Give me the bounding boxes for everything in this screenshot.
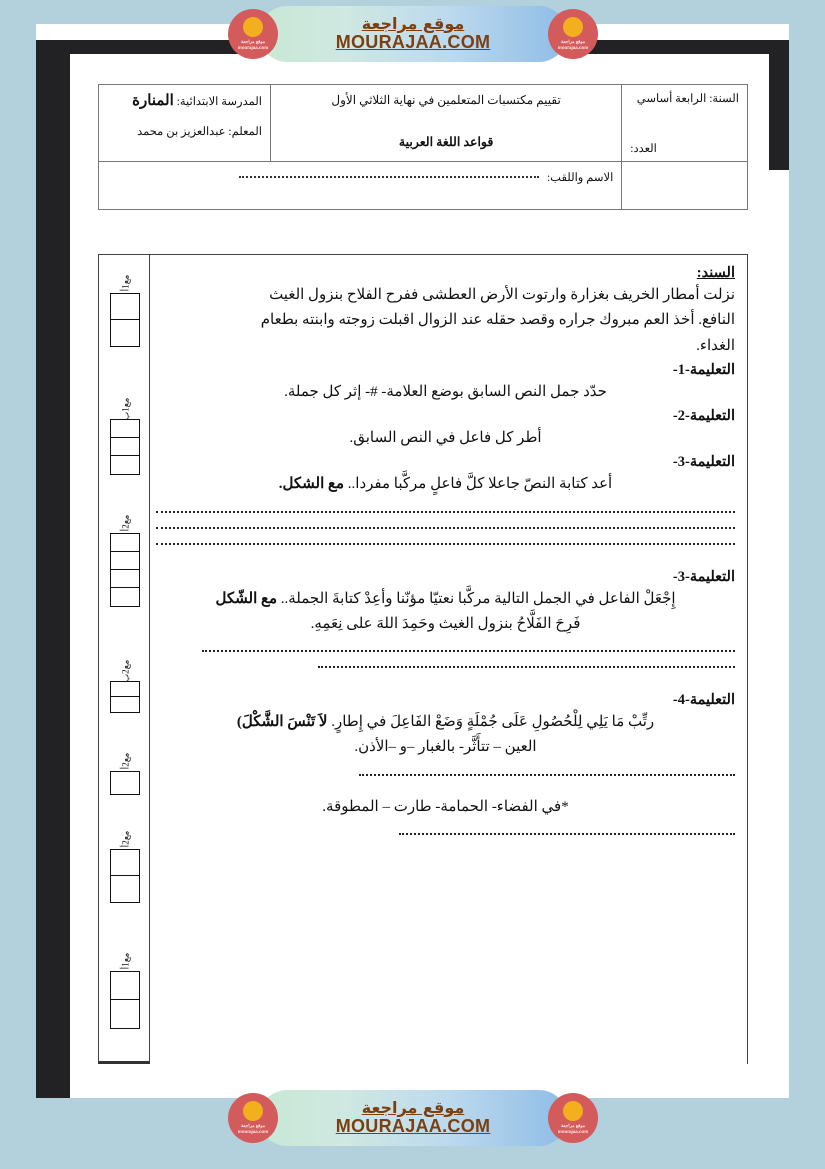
instruction-3b-text <box>156 588 735 611</box>
sanad-line-2: النافع. أخذ العم مبروك جراره وقصد حقله عند الزوال اقبلت زوجته وابنته بطعام <box>260 312 735 329</box>
instruction-3-heading: التعليمة-3- <box>672 454 735 471</box>
instruction-2-text: أطر كل فاعل في النص السابق. <box>349 430 542 446</box>
criterion-score-box[interactable] <box>111 697 139 712</box>
teacher-line: المعلم: عبدالعزيز بن محمد <box>137 126 262 138</box>
header-cell-school <box>99 85 271 162</box>
mourajaa-logo-icon-right <box>548 1093 598 1143</box>
answer-line-4-2[interactable] <box>399 833 735 835</box>
logo-disc-icon <box>563 1101 583 1121</box>
instruction-1-heading: التعليمة-1- <box>672 361 735 378</box>
answer-line-3-2[interactable] <box>156 527 735 529</box>
watermark-banner-top <box>228 2 598 66</box>
number-label: العدد: <box>630 143 657 155</box>
logo-caption-url: mourajaa.com <box>557 1129 589 1134</box>
header-cell-year <box>622 85 748 162</box>
subject-title: قواعد اللغة العربية <box>398 135 494 149</box>
instruction-3b-sentence: فَرِحَ الفَلَّاحُ بنزول الغيث وحَمِدَ اللهَ على نِعَمِهِ. <box>310 615 581 632</box>
instruction-3-text-bold: مع الشكل. <box>278 476 345 493</box>
criterion-score-box[interactable] <box>111 456 139 474</box>
banner-url-text: MOURAJAA.COM <box>335 1116 491 1137</box>
criterion-label: مع1ب <box>120 397 131 421</box>
criterion-label: مع1أ <box>120 952 131 970</box>
banner-url-text: MOURAJAA.COM <box>335 32 491 53</box>
criterion-score-box[interactable] <box>111 570 139 588</box>
document-header-table <box>98 84 748 210</box>
logo-caption-ar: موقع مراجعة <box>560 1123 586 1129</box>
criterion-score-boxes[interactable] <box>110 771 140 795</box>
criterion-block <box>99 659 151 713</box>
criterion-score-box[interactable] <box>111 850 139 876</box>
sanad-line-1: نزلت أمطار الخريف بغزارة وارتوت الأرض العطشى ففرح الفلاح بنزول الغيث <box>269 287 735 303</box>
school-label: المدرسة الابتدائية: <box>176 96 262 108</box>
criterion-label: مع1أ <box>120 274 131 292</box>
name-cell-empty <box>622 162 748 210</box>
criterion-block <box>99 514 151 607</box>
school-line <box>107 91 262 110</box>
criterion-score-box[interactable] <box>111 972 139 1000</box>
document-paper <box>70 54 769 1098</box>
instruction-3-text-part1: أعد كتابة النصّ جاعلا كلَّ فاعلٍ مركَّبا مفردا.. <box>347 476 613 493</box>
instruction-3b-text-part1: إِجْعَلْ الفاعل في الجمل التالية مركَّبا نعتيّا مؤنّنا وأعِدْ كتابةَ الجملة.. <box>280 590 676 607</box>
instruction-4-text-bold: لاَ تَنْسَ الشَّكْلَ) <box>236 714 328 730</box>
instruction-3b-heading: التعليمة-3- <box>672 568 735 585</box>
criterion-score-box[interactable] <box>111 876 139 902</box>
banner-pill-top[interactable] <box>259 6 567 62</box>
criterion-label: مع2أ <box>120 514 131 532</box>
header-row-main <box>99 85 748 162</box>
instruction-4-text <box>156 711 735 734</box>
header-row-student-name <box>99 162 748 210</box>
logo-disc-icon <box>243 17 263 37</box>
logo-caption-url: mourajaa.com <box>557 45 589 50</box>
criterion-score-boxes[interactable] <box>110 419 140 475</box>
instruction-3-text <box>156 473 735 496</box>
scan-frame-right <box>769 40 789 170</box>
criterion-score-boxes[interactable] <box>110 533 140 607</box>
exercise-body <box>98 254 748 1064</box>
criterion-score-box[interactable] <box>111 438 139 456</box>
criteria-margin-column <box>98 254 150 1064</box>
criterion-block <box>99 274 151 347</box>
instruction-1-text: حدّد جمل النص السابق بوضع العلامة- #- إثر كل جملة. <box>284 383 607 400</box>
criterion-score-box[interactable] <box>111 1000 139 1028</box>
criterion-score-boxes[interactable] <box>110 971 140 1029</box>
logo-caption-url: mourajaa.com <box>237 45 269 50</box>
mourajaa-logo-icon-right <box>548 9 598 59</box>
banner-arabic-text: موقع مراجعة <box>361 1097 465 1117</box>
instruction-3b-text-bold: مع الشّكل <box>215 590 277 607</box>
logo-disc-icon <box>243 1101 263 1121</box>
criterion-score-box[interactable] <box>111 588 139 606</box>
criterion-block <box>99 397 151 475</box>
criterion-block <box>99 752 151 795</box>
answer-line-3b-1[interactable] <box>202 650 735 652</box>
answer-line-3-1[interactable] <box>156 511 735 513</box>
logo-caption-ar: موقع مراجعة <box>240 1123 266 1129</box>
criterion-score-box[interactable] <box>111 420 139 438</box>
banner-arabic-text: موقع مراجعة <box>361 13 465 33</box>
criterion-label: مع2أ <box>120 752 131 770</box>
criterion-block <box>99 830 151 903</box>
year-label: السنة: الرابعة أساسي <box>636 93 739 105</box>
criterion-score-box[interactable] <box>111 294 139 320</box>
criterion-score-box[interactable] <box>111 682 139 697</box>
instruction-4-heading: التعليمة-4- <box>672 692 735 708</box>
instruction-4-text-part1: رتِّبْ مَا يَلِي لِلْحُصُولِ عَلَى جُمْلَةٍ وَضَعْ الفَاعِلَ في إِطارٍ. <box>331 714 655 730</box>
header-cell-title <box>270 85 621 162</box>
criterion-score-box[interactable] <box>111 552 139 570</box>
watermark-banner-bottom <box>228 1086 598 1150</box>
logo-caption-ar: موقع مراجعة <box>560 39 586 45</box>
logo-caption-ar: موقع مراجعة <box>240 39 266 45</box>
assessment-title: تقييم مكتسبات المتعلمين في نهاية الثلاثي الأول <box>331 93 561 107</box>
student-name-blank[interactable] <box>239 176 539 178</box>
criterion-block <box>99 952 151 1029</box>
exercise-content-column <box>150 254 748 1064</box>
instruction-4-example: *في الفضاء- الحمامة- طارت – المطوقة. <box>322 798 569 815</box>
criterion-score-box[interactable] <box>111 320 139 346</box>
student-name-label: الاسم واللقب: <box>546 172 614 184</box>
mourajaa-logo-icon-left <box>228 9 278 59</box>
instruction-4-items: العين – تتأَثَّر- بالغبار –و –الأذن. <box>354 739 537 756</box>
criterion-label: مع2ب <box>120 659 131 683</box>
sanad-heading: السند: <box>696 265 735 281</box>
name-cell[interactable] <box>99 162 622 210</box>
mourajaa-logo-icon-left <box>228 1093 278 1143</box>
sanad-line-3: الغداء. <box>696 337 735 354</box>
banner-pill-bottom[interactable] <box>259 1090 567 1146</box>
scan-frame-left-spine <box>36 40 70 1098</box>
logo-caption-url: mourajaa.com <box>237 1129 269 1134</box>
criterion-label: مع2أ <box>120 830 131 848</box>
criterion-score-box[interactable] <box>111 772 139 794</box>
criterion-score-boxes[interactable] <box>110 849 140 903</box>
school-name: المنارة <box>132 93 174 109</box>
criterion-score-boxes[interactable] <box>110 293 140 347</box>
criterion-score-box[interactable] <box>111 534 139 552</box>
criterion-score-boxes[interactable] <box>110 681 140 713</box>
logo-disc-icon <box>563 17 583 37</box>
instruction-2-heading: التعليمة-2- <box>672 408 735 424</box>
